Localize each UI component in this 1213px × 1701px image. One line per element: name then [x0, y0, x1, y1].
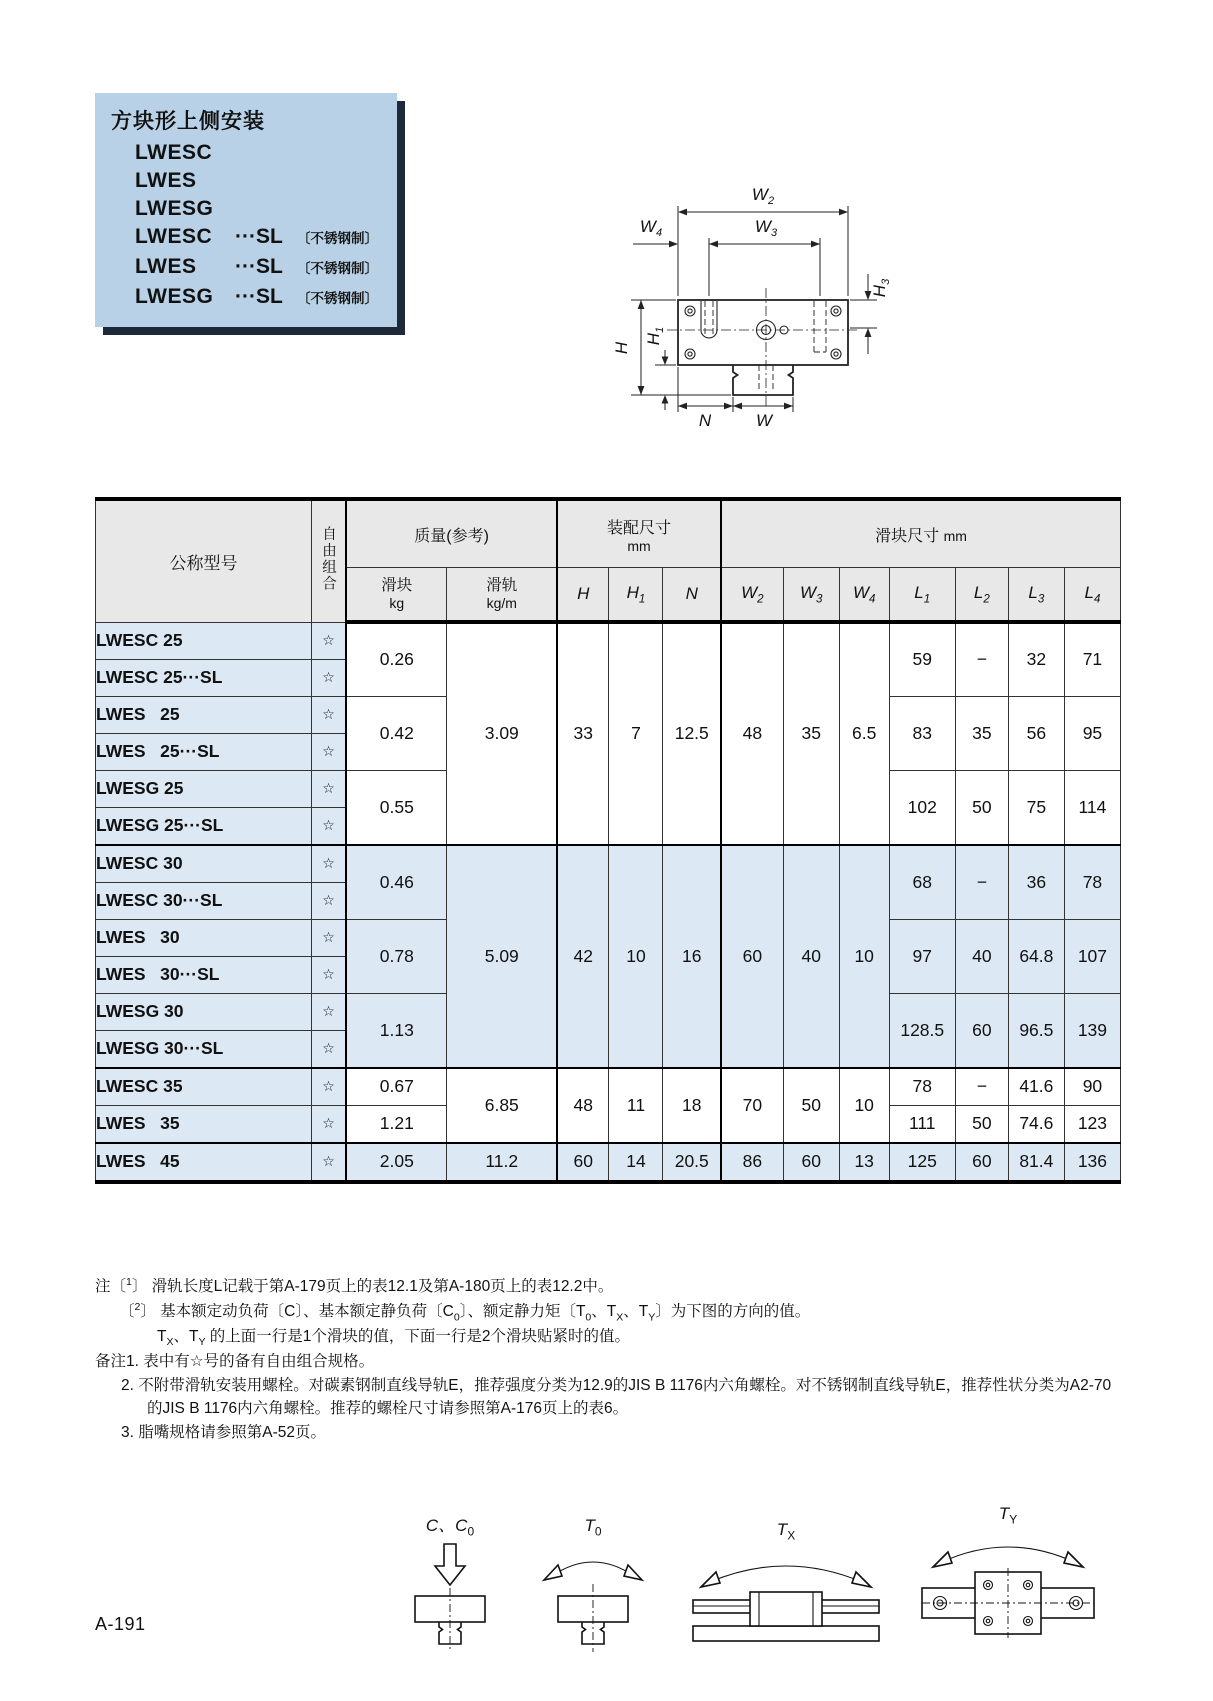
W4-cell: 13 [839, 1143, 889, 1182]
model-line [111, 139, 397, 167]
remark-3: 3. 脂嘴规格请参照第A-52页。 [121, 1423, 326, 1441]
N-cell: 18 [663, 1068, 721, 1143]
mass-cell: 1.21 [346, 1105, 447, 1143]
note-2-continued: $T_X$、$T_Y$ 的上面一行是1个滑块的值，下面一行是2个滑块贴紧时的值。 [157, 1327, 631, 1349]
notes-section [95, 1274, 1123, 1444]
rail-mass-cell: 11.2 [447, 1143, 557, 1182]
W3-cell: 40 [783, 845, 839, 1068]
L3-cell: 64.8 [1008, 919, 1064, 993]
dim-H1 [644, 327, 668, 410]
stainless-note: 〔不锈钢制〕 [297, 231, 378, 246]
L3-cell: 56 [1008, 696, 1064, 770]
model-cell: LWES 30 [96, 919, 312, 956]
L1-cell: 111 [889, 1105, 955, 1143]
table-header-group-row [96, 499, 1121, 568]
header-dim-W2: $W_2$ [721, 568, 783, 623]
load-fig-C [402, 1511, 498, 1656]
slide-unit-outline [678, 300, 848, 365]
svg-text:H1: $H_1$ [644, 326, 666, 346]
header-dim-N: N [663, 568, 721, 623]
svg-text:W3: $W_3$ [754, 217, 778, 239]
L2-cell: − [955, 845, 1008, 920]
L4-cell: 78 [1064, 845, 1120, 920]
W2-cell: 48 [721, 622, 783, 845]
N-cell: 12.5 [663, 622, 721, 845]
L1-cell: 78 [889, 1068, 955, 1106]
L3-cell: 75 [1008, 770, 1064, 845]
mass-cell: 0.55 [346, 770, 447, 845]
model-name: LWESC [135, 141, 213, 164]
H-cell: 60 [557, 1143, 609, 1182]
L3-cell: 96.5 [1008, 993, 1064, 1068]
cross-section-dimension-diagram [563, 160, 903, 432]
model-line [111, 223, 397, 253]
L2-cell: 40 [955, 919, 1008, 993]
model-cell: LWES 35 [96, 1105, 312, 1143]
load-fig-T0 [534, 1516, 652, 1656]
header-dim-L1: $L_1$ [889, 568, 955, 623]
model-suffix: ···SL [235, 225, 283, 248]
model-cell: LWES 45 [96, 1143, 312, 1182]
remark-2: 2. 不附带滑轨安装用螺栓。对碳素钢制直线导轨E，推荐强度分类为12.9的JIS B 1176内六角螺栓。对不锈钢制直线导轨E，推荐性状分类为A2-70的JIS B 1176内六角螺栓。推荐的螺栓尺寸请参照第A-176页上的表6。 [121, 1376, 1112, 1418]
star-cell: ☆ [311, 770, 346, 807]
dim-W2 [678, 185, 848, 215]
header-dim-L3: $L_3$ [1008, 568, 1064, 623]
H1-cell: 7 [609, 622, 663, 845]
model-cell: LWESG 30···SL [96, 1030, 312, 1068]
moment-arc [942, 1547, 1074, 1562]
svg-text:H3: $H_3$ [870, 278, 892, 298]
header-assembly-group: 装配尺寸 mm [557, 499, 721, 568]
load-fig-TY [920, 1504, 1096, 1656]
down-arrow-icon [435, 1544, 465, 1585]
header-dim-W4: $W_4$ [839, 568, 889, 623]
model-cell: LWESC 30···SL [96, 882, 312, 919]
star-cell: ☆ [311, 882, 346, 919]
W3-cell: 50 [783, 1068, 839, 1143]
H-cell: 42 [557, 845, 609, 1068]
L2-cell: 60 [955, 993, 1008, 1068]
table-row [96, 1143, 1121, 1182]
moment-arc [710, 1566, 862, 1582]
N-cell: 20.5 [663, 1143, 721, 1182]
moment-arc [552, 1562, 634, 1576]
model-cell: LWESC 35 [96, 1068, 312, 1106]
model-suffix: ···SL [235, 285, 283, 308]
model-line [111, 195, 397, 223]
track-rail-outline [733, 365, 793, 395]
table-row [96, 622, 1121, 659]
header-model: 公称型号 [96, 499, 312, 622]
load-diagram-C [402, 1540, 498, 1656]
header-dim-H: H [557, 568, 609, 623]
header-block-group: 滑块尺寸 mm [721, 499, 1120, 568]
header-dim-L2: $L_2$ [955, 568, 1008, 623]
L1-cell: 68 [889, 845, 955, 920]
mass-cell: 1.13 [346, 993, 447, 1068]
W3-cell: 35 [783, 622, 839, 845]
L1-cell: 128.5 [889, 993, 955, 1068]
mass-cell: 0.67 [346, 1068, 447, 1106]
L2-cell: 60 [955, 1143, 1008, 1182]
H1-cell: 11 [609, 1068, 663, 1143]
header-dim-H1: $H_1$ [609, 568, 663, 623]
L2-cell: − [955, 622, 1008, 696]
table-row [96, 845, 1121, 883]
L3-cell: 81.4 [1008, 1143, 1064, 1182]
model-name: LWES [135, 169, 197, 192]
model-suffix: ···SL [235, 255, 283, 278]
star-cell: ☆ [311, 993, 346, 1030]
table-row [96, 1068, 1121, 1106]
mass-cell: 0.26 [346, 622, 447, 696]
load-fig-TX [688, 1520, 884, 1656]
H-cell: 33 [557, 622, 609, 845]
L1-cell: 83 [889, 696, 955, 770]
mass-cell: 2.05 [346, 1143, 447, 1182]
L3-cell: 32 [1008, 622, 1064, 696]
dim-H3 [865, 274, 892, 354]
W4-cell: 10 [839, 1068, 889, 1143]
header-dim-W3: $W_3$ [783, 568, 839, 623]
mounting-type-title: 方块形上侧安装 [111, 110, 265, 133]
L2-cell: 35 [955, 696, 1008, 770]
load-diagram-TX [688, 1544, 884, 1656]
L4-cell: 95 [1064, 696, 1120, 770]
model-cell: LWESC 30 [96, 845, 312, 883]
load-label-T0: $T_0$ [584, 1515, 602, 1538]
load-label-TX: $T_X$ [776, 1519, 796, 1542]
model-name: LWESC [135, 225, 213, 248]
header-free-combination: 自由组合 [311, 499, 346, 622]
header-mass-group: 质量(参考) [346, 499, 557, 568]
W3-cell: 60 [783, 1143, 839, 1182]
svg-text:W: W [755, 411, 773, 430]
load-diagram-TY [920, 1528, 1096, 1656]
model-name: LWESG [135, 285, 214, 308]
L3-cell: 74.6 [1008, 1105, 1064, 1143]
L2-cell: − [955, 1068, 1008, 1106]
star-cell: ☆ [311, 1143, 346, 1182]
W2-cell: 60 [721, 845, 783, 1068]
load-diagram-T0 [534, 1540, 652, 1656]
H1-cell: 10 [609, 845, 663, 1068]
svg-text:N: N [698, 411, 712, 430]
model-name: LWES [135, 255, 197, 278]
header-dim-L4: $L_4$ [1064, 568, 1120, 623]
rail-mass-cell: 6.85 [447, 1068, 557, 1143]
dim-W4 [633, 217, 678, 247]
note-2: 〔$^2$〕 基本额定动负荷〔C〕、基本额定静负荷〔$C_0$〕、额定静力矩〔$T_0$、$T_X$、$T_Y$〕为下图的方向的值。 [119, 1300, 811, 1323]
L3-cell: 41.6 [1008, 1068, 1064, 1106]
svg-text:H: H [612, 341, 631, 355]
star-cell: ☆ [311, 1068, 346, 1106]
star-cell: ☆ [311, 956, 346, 993]
load-label-TY: $T_Y$ [998, 1503, 1018, 1526]
model-cell: LWES 25···SL [96, 733, 312, 770]
note-1: 注〔$^1$〕 滑轨长度L记载于第A-179页上的表12.1及第A-180页上的表12.2中。 [95, 1276, 614, 1296]
mass-cell: 0.78 [346, 919, 447, 993]
model-cell: LWESG 25 [96, 770, 312, 807]
stainless-note: 〔不锈钢制〕 [297, 291, 378, 306]
model-cell: LWESC 25 [96, 622, 312, 659]
dim-H [612, 300, 644, 395]
star-cell: ☆ [311, 733, 346, 770]
L1-cell: 59 [889, 622, 955, 696]
L2-cell: 50 [955, 1105, 1008, 1143]
star-cell: ☆ [311, 622, 346, 659]
rail-mass-cell: 3.09 [447, 622, 557, 845]
header-mass-block: 滑块 kg [346, 568, 447, 623]
specification-table [95, 497, 1121, 1184]
star-cell: ☆ [311, 807, 346, 845]
model-cell: LWESC 25···SL [96, 659, 312, 696]
rail-mass-cell: 5.09 [447, 845, 557, 1068]
load-label-C: C、$C_0$ [425, 1515, 475, 1538]
svg-text:W4: $W_4$ [639, 217, 663, 239]
model-cell: LWES 25 [96, 696, 312, 733]
dim-N [678, 403, 733, 430]
star-cell: ☆ [311, 696, 346, 733]
L1-cell: 102 [889, 770, 955, 845]
L4-cell: 136 [1064, 1143, 1120, 1182]
H1-cell: 14 [609, 1143, 663, 1182]
stainless-note: 〔不锈钢制〕 [297, 261, 378, 276]
model-cell: LWESG 30 [96, 993, 312, 1030]
dim-W3 [709, 217, 820, 247]
H-cell: 48 [557, 1068, 609, 1143]
L4-cell: 139 [1064, 993, 1120, 1068]
remark-1: 备注1. 表中有☆号的备有自由组合规格。 [95, 1353, 375, 1371]
header-mass-rail: 滑轨 kg/m [447, 568, 557, 623]
L4-cell: 71 [1064, 622, 1120, 696]
svg-text:W2: $W_2$ [751, 185, 775, 207]
W4-cell: 10 [839, 845, 889, 1068]
mass-cell: 0.42 [346, 696, 447, 770]
L4-cell: 114 [1064, 770, 1120, 845]
L1-cell: 125 [889, 1143, 955, 1182]
model-cell: LWESG 25···SL [96, 807, 312, 845]
star-cell: ☆ [311, 845, 346, 883]
mass-cell: 0.46 [346, 845, 447, 920]
star-cell: ☆ [311, 1030, 346, 1068]
L4-cell: 123 [1064, 1105, 1120, 1143]
dim-W [733, 403, 793, 430]
L1-cell: 97 [889, 919, 955, 993]
L4-cell: 107 [1064, 919, 1120, 993]
star-cell: ☆ [311, 1105, 346, 1143]
model-line [111, 283, 397, 313]
page-number: A-191 [95, 1614, 146, 1634]
L4-cell: 90 [1064, 1068, 1120, 1106]
model-cell: LWES 30···SL [96, 956, 312, 993]
model-line [111, 167, 397, 195]
W2-cell: 70 [721, 1068, 783, 1143]
L2-cell: 50 [955, 770, 1008, 845]
star-cell: ☆ [311, 919, 346, 956]
L3-cell: 36 [1008, 845, 1064, 920]
load-direction-diagrams [402, 1456, 1102, 1656]
W2-cell: 86 [721, 1143, 783, 1182]
model-line [111, 253, 397, 283]
W4-cell: 6.5 [839, 622, 889, 845]
star-cell: ☆ [311, 659, 346, 696]
series-header-box [95, 93, 397, 327]
model-name: LWESG [135, 197, 214, 220]
N-cell: 16 [663, 845, 721, 1068]
